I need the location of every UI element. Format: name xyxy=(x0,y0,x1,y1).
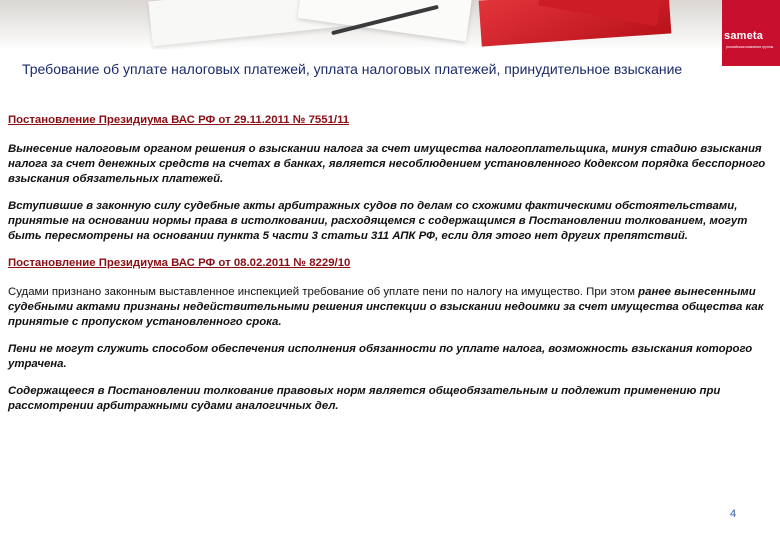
ruling2-paragraph-1-emphasis: ранее вынесенными судебными актами признаны недействительными решения инспекции о взыскании недоимки за счет имущества общества как принятые с пропуском установленного срока. xyxy=(8,286,764,328)
ruling-reference-1: Постановление Президиума ВАС РФ от 29.11.2011 № 7551/11 xyxy=(8,114,350,126)
page-number: 4 xyxy=(730,508,737,520)
ruling-reference-2: Постановление Президиума ВАС РФ от 08.02.2011 № 8229/10 xyxy=(8,257,351,269)
ruling2-paragraph-1-plain: Судами признано законным выставленное инспекцией требование об уплате пени по налогу на имущество. При этом xyxy=(8,286,639,298)
slide-title: Требование об уплате налоговых платежей, уплата налоговых платежей, принудительное взыскание xyxy=(22,61,683,77)
header-banner-image xyxy=(0,0,780,50)
logo-text: sameta xyxy=(724,30,764,42)
ruling1-paragraph-1: Вынесение налоговым органом решения о взыскании налога за счет имущества налогоплательщика, минуя стадию взыскания налога за счет денежных средств на счетах в банках, является несоблюдением установленного Кодексом порядка бесспорного взыскания обязательных платежей. xyxy=(8,143,766,185)
company-logo xyxy=(722,0,780,66)
ruling2-paragraph-3: Содержащееся в Постановлении толкование правовых норм является общеобязательным и подлежит применению при рассмотрении арбитражными судами аналогичных дел. xyxy=(8,385,721,412)
logo-tagline: российская компания группы xyxy=(726,45,774,49)
ruling2-paragraph-1 xyxy=(8,285,774,330)
ruling2-paragraph-2: Пени не могут служить способом обеспечения исполнения обязанности по уплате налога, возможность взыскания которого утрачена. xyxy=(8,343,753,370)
ruling1-paragraph-2: Вступившие в законную силу судебные акты арбитражных судов по делам со схожими фактическими обстоятельствами, принятые на основании нормы права в истолковании, расходящемся с содержащимся в Постановлении толкованием, могут быть пересмотрены на основании пункта 5 части 3 статьи 311 АПК РФ, если для этого нет других препятствий. xyxy=(8,200,748,242)
slide-content xyxy=(8,113,774,426)
